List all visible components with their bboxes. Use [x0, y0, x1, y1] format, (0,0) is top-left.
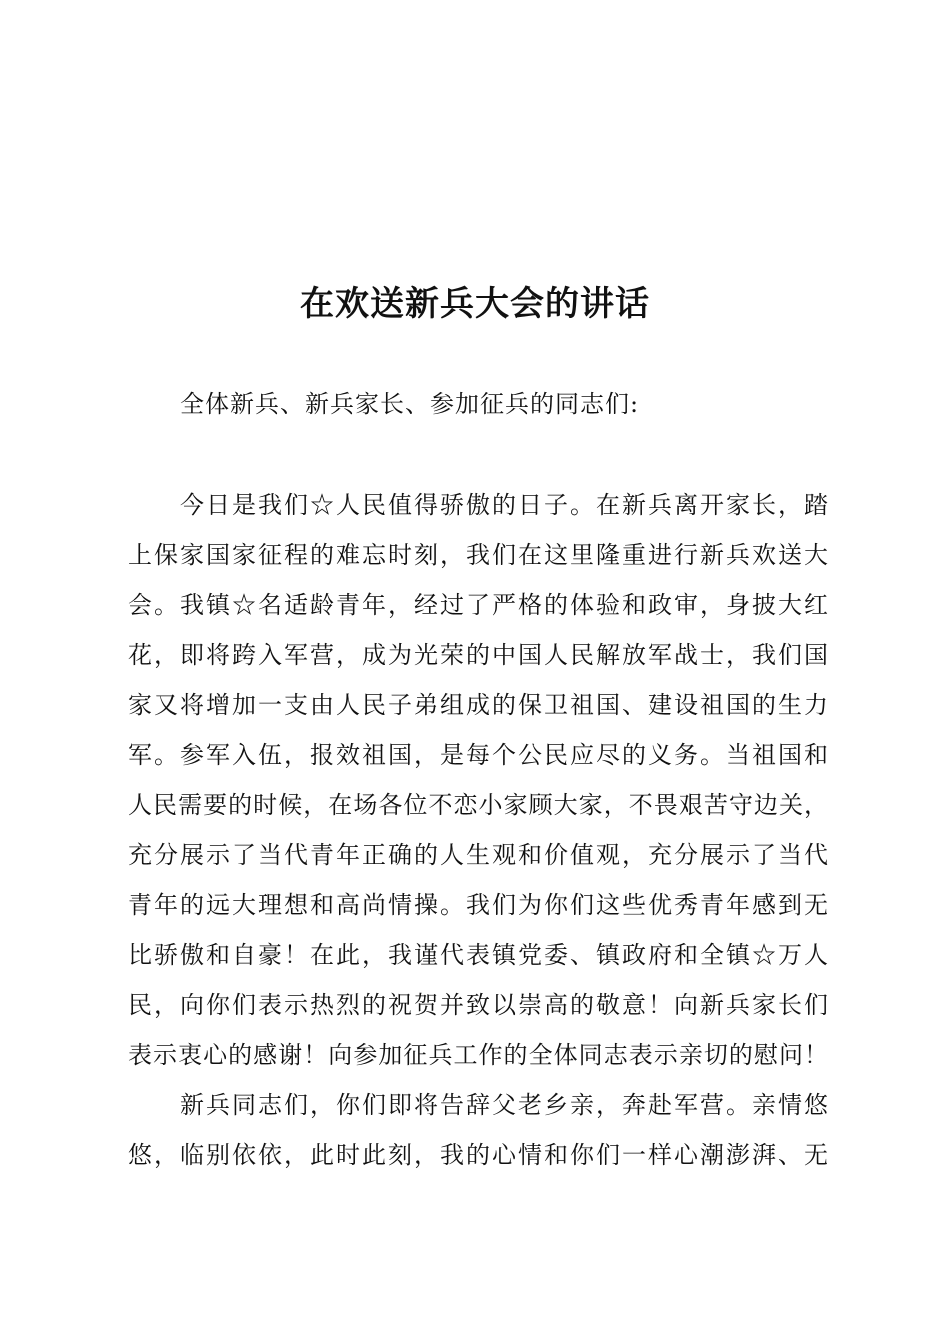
page-title: 在欢送新兵大会的讲话 [300, 284, 650, 324]
text-line: 比骄傲和自豪！在此，我谨代表镇党委、镇政府和全镇☆万人 [128, 941, 828, 969]
text-line: 今日是我们☆人民值得骄傲的日子。在新兵离开家长，踏 [180, 491, 828, 519]
text-line: 家又将增加一支由人民子弟组成的保卫祖国、建设祖国的生力 [128, 691, 828, 719]
text-line: 会。我镇☆名适龄青年，经过了严格的体验和政审，身披大红 [128, 591, 828, 619]
text-line: 新兵同志们，你们即将告辞父老乡亲，奔赴军营。亲情悠 [180, 1091, 828, 1119]
text-line: 人民需要的时候，在场各位不恋小家顾大家，不畏艰苦守边关， [128, 791, 828, 819]
text-line: 军。参军入伍，报效祖国，是每个公民应尽的义务。当祖国和 [128, 741, 828, 769]
text-line: 花，即将跨入军营，成为光荣的中国人民解放军战士，我们国 [128, 641, 828, 669]
text-line: 表示衷心的感谢！向参加征兵工作的全体同志表示亲切的慰问！ [128, 1041, 828, 1069]
text-line: 悠，临别依依，此时此刻，我的心情和你们一样心潮澎湃、无 [128, 1141, 828, 1169]
paragraph-1 [128, 487, 828, 1087]
text-line: 民，向你们表示热烈的祝贺并致以崇高的敬意！向新兵家长们 [128, 991, 828, 1019]
text-line: 青年的远大理想和高尚情操。我们为你们这些优秀青年感到无 [128, 891, 828, 919]
paragraph-2 [128, 1087, 828, 1187]
text-line: 充分展示了当代青年正确的人生观和价值观，充分展示了当代 [128, 841, 828, 869]
salutation: 全体新兵、新兵家长、参加征兵的同志们: [180, 390, 640, 418]
text-line: 上保家国家征程的难忘时刻，我们在这里隆重进行新兵欢送大 [128, 541, 828, 569]
